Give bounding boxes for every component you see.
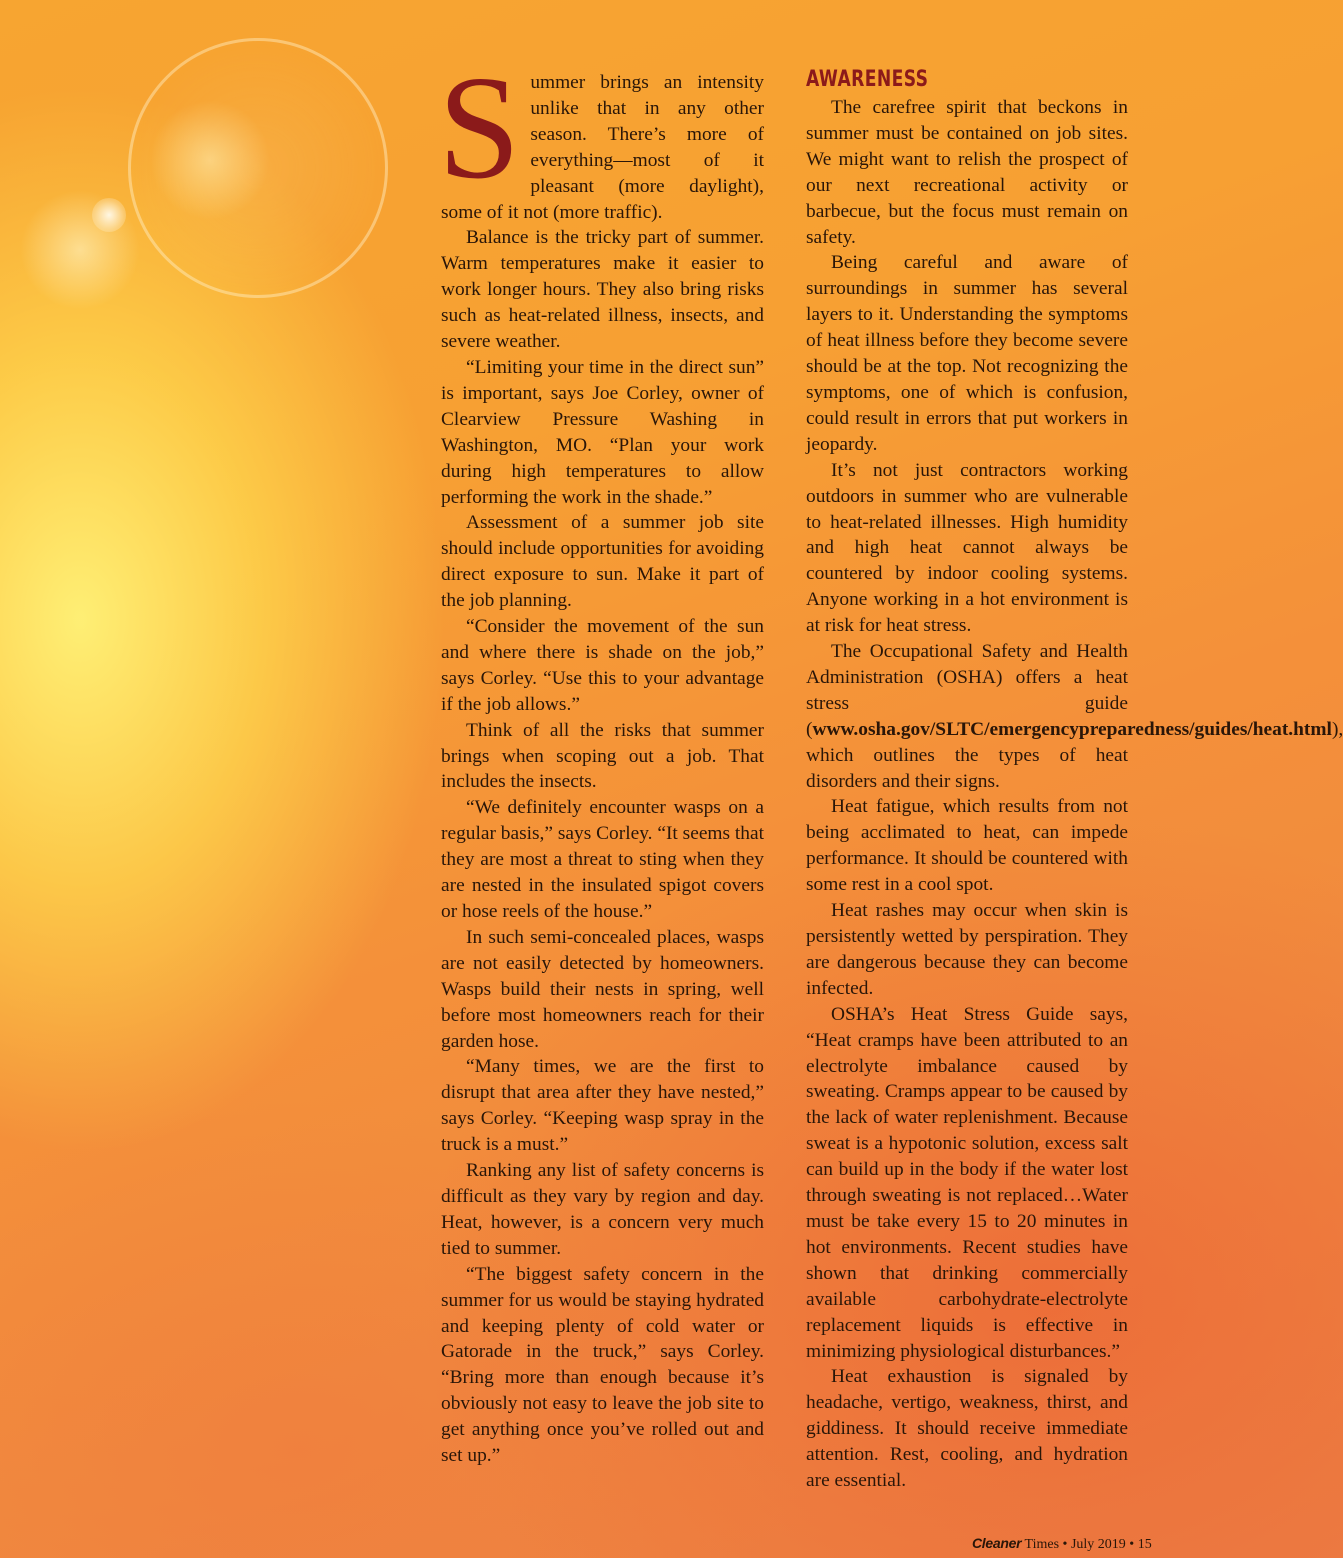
page-footer [972, 1535, 1152, 1553]
paragraph: Heat exhaustion is signaled by headache, vertigo, weakness, thirst, and giddiness. It should receive immediate attention. Rest, cooling, and hydration are essential. [806, 1366, 1128, 1492]
paragraph: “Many times, we are the first to disrupt that area after they have nested,” says Corley. “Keeping wasp spray in the truck is a must.” [441, 1056, 764, 1156]
paragraph: Heat rashes may occur when skin is persistently wetted by perspiration. They are dangerous because they can become infected. [806, 900, 1128, 999]
paragraph [438, 46, 764, 225]
paragraph [806, 639, 1343, 794]
paragraph: The carefree spirit that beckons in summer must be contained on job sites. We might want to relish the prospect of our next recreational activity or barbecue, but the focus must remain on safety. [806, 97, 1128, 248]
page-number: 15 [1137, 1537, 1152, 1552]
osha-text: The Occupational Safety and Health Administration (OSHA) offers a heat stress guide ( [806, 641, 1128, 740]
lens-flare-ring [128, 38, 388, 298]
paragraph: “We definitely encounter wasps on a regular basis,” says Corley. “It seems that they are most a threat to sting when they are nested in the insulated spigot covers or hose reels of the house.” [441, 797, 764, 922]
right-column [806, 67, 1343, 1494]
paragraph: Ranking any list of safety concerns is difficult as they vary by region and day. Heat, however, is a concern very much tied to summer. [441, 1160, 764, 1259]
magazine-brand-rest: Times [1024, 1537, 1060, 1552]
paragraph: “Limiting your time in the direct sun” is important, says Joe Corley, owner of Clearview Pressure Washing in Washington, MO. “Plan your work during high temperatures to allow performing the work in the shade.” [441, 356, 764, 508]
paragraph: Assessment of a summer job site should include opportunities for avoiding direct exposure to sun. Make it part of the job planning. [441, 512, 764, 612]
left-column [438, 46, 764, 1469]
paragraph-text: ummer brings an intensity unlike that in any other season. There’s more of everything—most of it pleasant (more daylight), some of it not (more traffic). [441, 72, 764, 223]
paragraph: In such semi-concealed places, wasps are not easily detected by homeowners. Wasps build their nests in spring, well before most homeowners reach for their garden hose. [441, 926, 764, 1052]
paragraph: “Consider the movement of the sun and where there is shade on the job,” says Corley. “Use this to your advantage if the job allows.” [441, 616, 764, 715]
section-heading: AWARENESS [806, 67, 929, 92]
paragraph: “The biggest safety concern in the summer for us would be staying hydrated and keeping plenty of cold water or Gatorade in the truck,” says Corley. “Bring more than enough because it’s obviously not easy to leave the job site to get anything once you’ve rolled out and set up.” [441, 1263, 764, 1467]
magazine-brand: Cleaner [972, 1535, 1022, 1551]
paragraph: Heat fatigue, which results from not being acclimated to heat, can impede performance. It should be countered with some rest in a cool spot. [806, 796, 1128, 896]
paragraph: Think of all the risks that summer brings when scoping out a job. That includes the insects. [441, 719, 764, 793]
osha-text: ), which outlines the types of heat disorders and their signs. [806, 718, 1343, 792]
paragraph: It’s not just contractors working outdoors in summer who are vulnerable to heat-related illnesses. High humidity and high heat cannot always be countered by indoor cooling systems. Anyone working in a hot environment is at risk for heat stress. [806, 459, 1128, 637]
separator: • [1062, 1537, 1068, 1552]
lens-flare-glow [150, 100, 270, 220]
lens-flare-glow [20, 190, 140, 310]
issue-date: July 2019 [1070, 1537, 1126, 1552]
lens-flare-dot [92, 198, 126, 232]
drop-cap: S [438, 46, 521, 210]
osha-url-link[interactable]: www.osha.gov/SLTC/emergencypreparedness/guides/heat.html [812, 718, 1332, 740]
separator: • [1129, 1537, 1135, 1552]
paragraph: Being careful and aware of surroundings in summer has several layers to it. Understanding the symptoms of heat illness before they become severe should be at the top. Not recognizing the symptoms, one of which is confusion, could result in errors that put workers in jeopardy. [806, 252, 1128, 455]
paragraph: OSHA’s Heat Stress Guide says, “Heat cramps have been attributed to an electrolyte imbalance caused by sweating. Cramps appear to be caused by the lack of water replenishment. Because sweat is a hypotonic solution, excess salt can build up in the body if the water lost through sweating is not replaced…Water must be take every 15 to 20 minutes in hot environments. Recent studies have shown that drinking commercially available carbohydrate-electrolyte replacement liquids is effective in minimizing physiological disturbances.” [806, 1003, 1128, 1362]
paragraph: Balance is the tricky part of summer. Warm temperatures make it easier to work longer hours. They also bring risks such as heat-related illness, insects, and severe weather. [441, 227, 764, 353]
